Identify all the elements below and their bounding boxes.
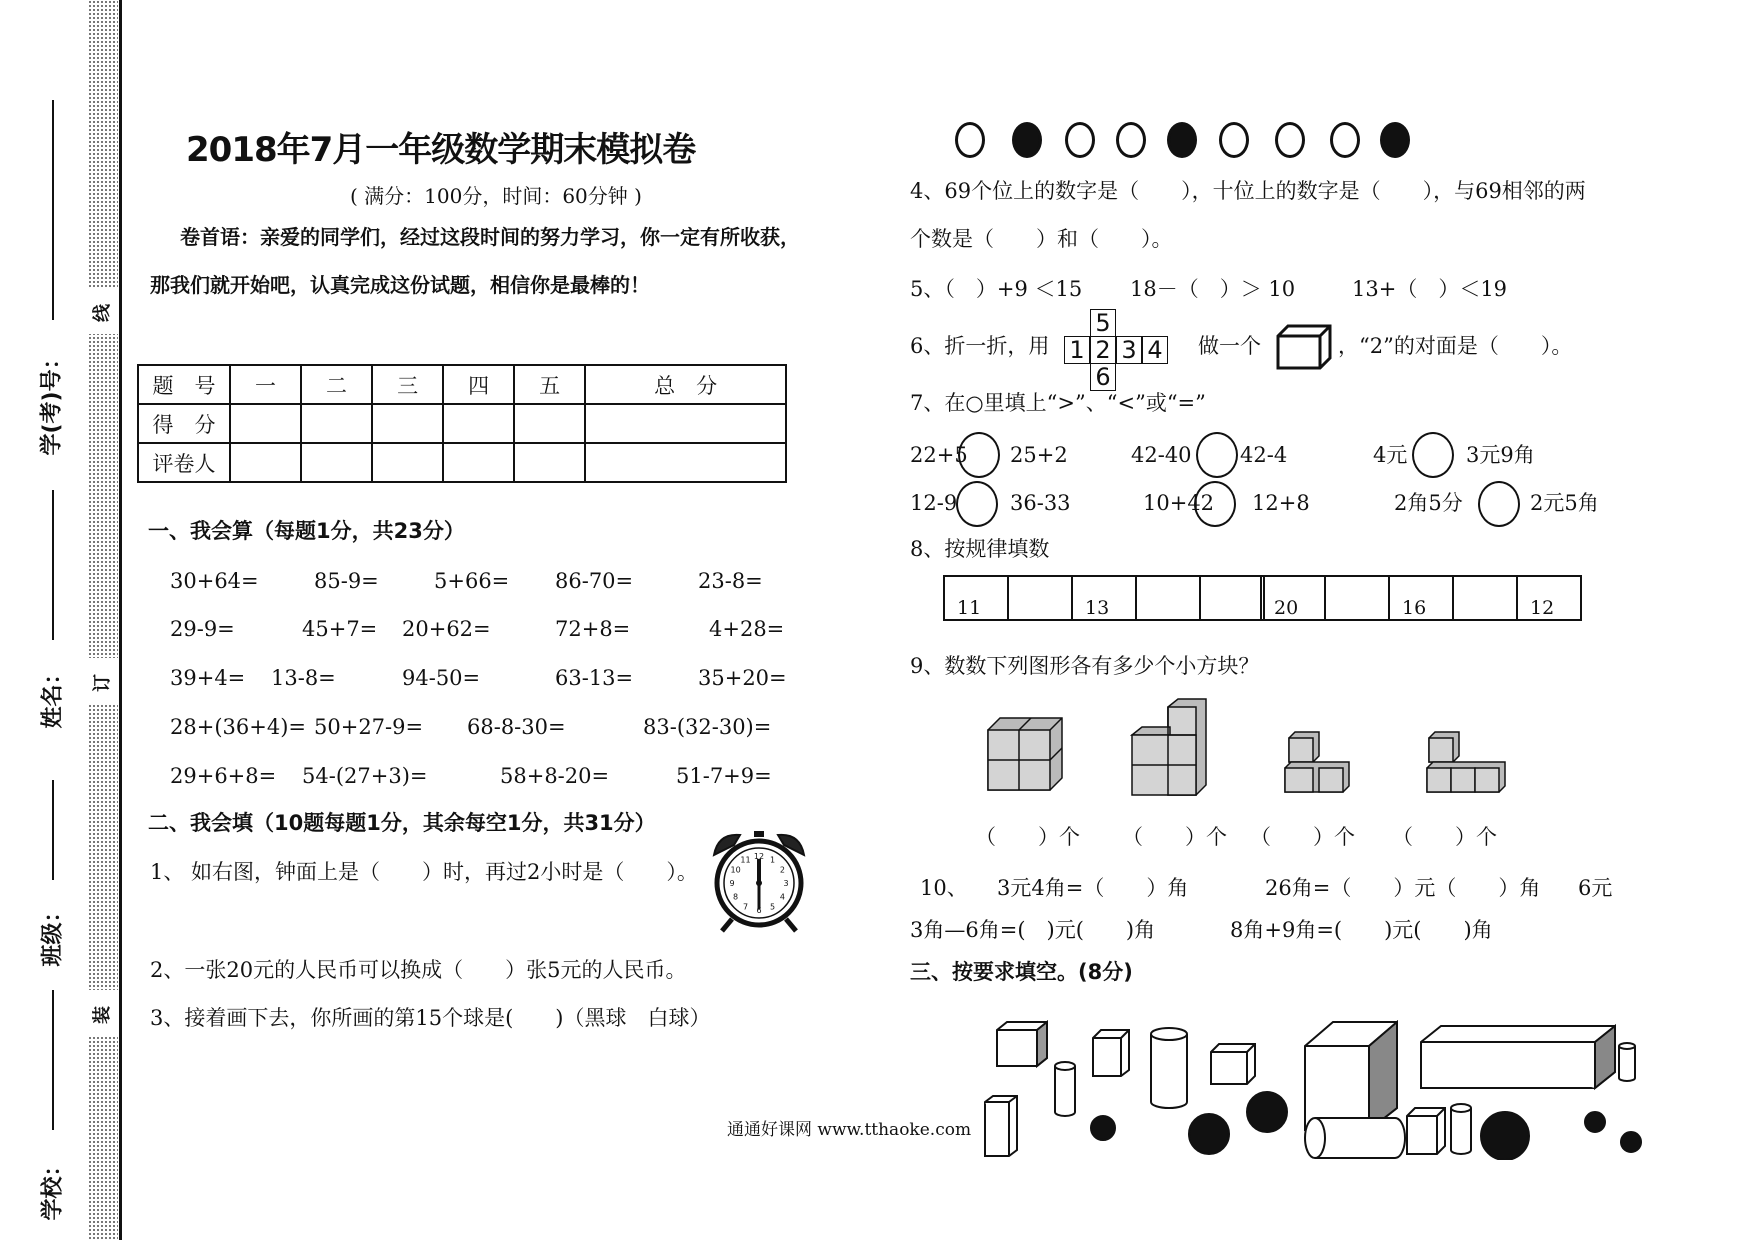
compare-left: 12-9: [910, 491, 958, 515]
clock-number: 2: [779, 865, 785, 875]
seq-cell[interactable]: 20: [1261, 576, 1325, 620]
question-4-line2: 个数是（ ）和（ ）。: [910, 227, 1173, 251]
compare-circle[interactable]: [1478, 481, 1520, 527]
binding-mark-ding: 订: [92, 674, 113, 692]
seq-cell[interactable]: 11: [944, 576, 1008, 620]
clock-number: 9: [729, 879, 735, 888]
net-cell: 4: [1142, 336, 1168, 364]
section2-title: 二、我会填（10题每题1分，其余每空1分，共31分）: [148, 811, 656, 835]
clock-number: 7: [742, 902, 749, 912]
calc-item[interactable]: 94-50=: [402, 666, 481, 690]
question-3: 3、接着画下去，你所画的第15个球是( )（黑球 白球）: [150, 1006, 711, 1030]
score-header-cell: 三: [372, 365, 443, 404]
clock-number: 11: [740, 855, 751, 865]
section3-title: 三、按要求填空。(8分): [910, 960, 1133, 984]
compare-left: 42-40: [1131, 443, 1192, 467]
count-blank-3[interactable]: （ ）个: [1250, 825, 1355, 849]
question-10-c: 6元: [1578, 876, 1613, 900]
intro-line-1: 卷首语：亲爱的同学们，经过这段时间的努力学习，你一定有所收获，: [180, 225, 800, 249]
name-label: 姓名：: [40, 662, 66, 729]
clock-number: 10: [730, 865, 741, 875]
compare-right: 12+8: [1252, 491, 1310, 515]
question-6-suffix: ，“2”的对面是（ ）。: [1338, 334, 1573, 358]
grader-cell[interactable]: [230, 443, 301, 482]
clock-number: 3: [783, 879, 789, 888]
question-1: 1、 如右图，钟面上是（ ）时，再过2小时是（ ）。: [150, 860, 698, 884]
grader-cell[interactable]: [372, 443, 443, 482]
pattern-sequence-1: [943, 575, 1265, 621]
compare-left: 10+42: [1143, 491, 1215, 515]
grader-cell[interactable]: [443, 443, 514, 482]
count-blank-4[interactable]: （ ）个: [1392, 825, 1497, 849]
binding-strip-dots: [88, 0, 118, 1240]
calc-item[interactable]: 35+20=: [698, 666, 787, 690]
binding-mark-xian: 线: [92, 304, 113, 322]
calc-item[interactable]: 45+7=: [302, 617, 378, 641]
clock-number: 4: [779, 892, 785, 902]
page-subtitle: ( 满分：100分，时间：60分钟 ): [350, 184, 642, 208]
question-4-line1: 4、69个位上的数字是（ ），十位上的数字是（ ），与69相邻的两: [910, 179, 1586, 203]
page-title: 2018年7月一年级数学期末模拟卷: [186, 130, 696, 170]
ball-white: [1275, 122, 1305, 158]
ball-white: [1219, 122, 1249, 158]
score-cell[interactable]: [443, 404, 514, 443]
net-cell-top: 5: [1090, 309, 1116, 337]
name-field-line[interactable]: [52, 490, 54, 640]
class-label: 班级：: [40, 900, 66, 967]
question-6-middle: 做一个: [1198, 334, 1261, 358]
question-5a: 5、（ ）+9 ＜15: [910, 277, 1083, 301]
score-row-label: 得 分: [138, 404, 230, 443]
cube-stack-figure-4: [1425, 730, 1509, 796]
clock-number: 12: [753, 852, 765, 861]
score-cell[interactable]: [514, 404, 585, 443]
watermark: 通通好课网 www.tthaoke.com: [727, 1120, 972, 1140]
calc-item[interactable]: 5+66=: [434, 569, 510, 593]
compare-circle[interactable]: [956, 481, 998, 527]
net-cell-bottom: 6: [1090, 363, 1116, 391]
question-7: 7、在○里填上“>”、“<”或“=”: [910, 391, 1206, 415]
cube-stack-figure-2: [1130, 697, 1210, 801]
seq-cell[interactable]: 12: [1517, 576, 1581, 620]
seq-cell[interactable]: [1200, 576, 1264, 620]
compare-circle[interactable]: [1194, 481, 1236, 527]
count-blank-1[interactable]: （ ）个: [975, 825, 1080, 849]
seq-cell[interactable]: 16: [1389, 576, 1453, 620]
compare-right: 25+2: [1010, 443, 1068, 467]
net-cell: 3: [1116, 336, 1142, 364]
score-header-cell: 二: [301, 365, 372, 404]
cube-stack-figure-1: [986, 716, 1066, 794]
cube-icon: [1276, 324, 1332, 370]
calc-item[interactable]: 28+(36+4)=: [170, 715, 306, 739]
clock-number: 1: [769, 855, 776, 865]
calc-item[interactable]: 86-70=: [555, 569, 634, 593]
calc-item[interactable]: 50+27-9=: [314, 715, 424, 739]
seq-cell[interactable]: [1008, 576, 1072, 620]
calc-item[interactable]: 29-9=: [170, 617, 235, 641]
compare-circle[interactable]: [1196, 432, 1238, 478]
alarm-clock-icon: [704, 825, 814, 935]
score-cell[interactable]: [372, 404, 443, 443]
calc-item[interactable]: 30+64=: [170, 569, 259, 593]
question-10-d: 3角—6角=( )元( )角: [910, 918, 1156, 942]
calc-item[interactable]: 51-7+9=: [676, 764, 772, 788]
question-10-b: 26角=（ ）元（ ）角: [1265, 876, 1541, 900]
pattern-sequence-2: [1260, 575, 1582, 621]
calc-item[interactable]: 13-8=: [271, 666, 336, 690]
score-cell[interactable]: [301, 404, 372, 443]
net-cell: 2: [1090, 336, 1116, 364]
ball-white: [1330, 122, 1360, 158]
calc-item[interactable]: 20+62=: [402, 617, 491, 641]
ball-black: [1380, 122, 1410, 158]
score-header-cell: 总 分: [585, 365, 786, 404]
grader-cell[interactable]: [301, 443, 372, 482]
calc-item[interactable]: 72+8=: [555, 617, 631, 641]
ball-white: [1065, 122, 1095, 158]
compare-left: 4元: [1373, 443, 1408, 467]
ball-white: [1116, 122, 1146, 158]
seq-cell[interactable]: 13: [1072, 576, 1136, 620]
school-field-line[interactable]: [52, 990, 54, 1130]
calc-item[interactable]: 4+28=: [709, 617, 785, 641]
score-row-label: 评卷人: [138, 443, 230, 482]
id-field-line[interactable]: [52, 100, 54, 320]
net-cell: 1: [1064, 336, 1090, 364]
grader-cell[interactable]: [514, 443, 585, 482]
seq-cell[interactable]: [1453, 576, 1517, 620]
id-label: 学(考)号：: [39, 347, 65, 456]
calc-item[interactable]: 68-8-30=: [467, 715, 566, 739]
question-10-a: 3元4角=（ ）角: [997, 876, 1189, 900]
question-5c: 13+（ ）＜19: [1352, 277, 1508, 301]
compare-left: 2角5分: [1394, 491, 1463, 515]
seq-cell[interactable]: [1136, 576, 1200, 620]
clock-number: 8: [733, 892, 739, 902]
score-header-cell: 五: [514, 365, 585, 404]
calc-item[interactable]: 85-9=: [314, 569, 379, 593]
ball-black: [1012, 122, 1042, 158]
compare-right: 36-33: [1010, 491, 1071, 515]
compare-right: 2元5角: [1530, 491, 1599, 515]
score-header-cell: 一: [230, 365, 301, 404]
clock-number: 5: [769, 902, 776, 912]
ball-white: [955, 122, 985, 158]
compare-circle[interactable]: [1412, 432, 1454, 478]
question-10-e: 8角+9角=( )元( )角: [1230, 918, 1493, 942]
compare-left: 22+5: [910, 443, 968, 467]
calc-item[interactable]: 83-(32-30)=: [643, 715, 772, 739]
compare-circle[interactable]: [958, 432, 1000, 478]
clock-number: 6: [756, 906, 762, 915]
cube-stack-figure-3: [1283, 730, 1353, 796]
calc-item[interactable]: 63-13=: [555, 666, 634, 690]
class-field-line[interactable]: [52, 780, 54, 880]
binding-mark-zhuang: 装: [92, 1006, 113, 1024]
solid-shapes-figure: [975, 1020, 1655, 1160]
seq-cell[interactable]: [1325, 576, 1389, 620]
question-8: 8、按规律填数: [910, 537, 1050, 561]
score-header-cell: 四: [443, 365, 514, 404]
calc-item[interactable]: 29+6+8=: [170, 764, 277, 788]
score-table: [137, 364, 787, 483]
calc-item[interactable]: 58+8-20=: [500, 764, 610, 788]
calc-item[interactable]: 54-(27+3)=: [302, 764, 428, 788]
count-blank-2[interactable]: （ ）个: [1122, 825, 1227, 849]
binding-strip-line: [119, 0, 122, 1240]
score-cell[interactable]: [230, 404, 301, 443]
score-cell[interactable]: [585, 404, 786, 443]
question-5b: 18－（ ）＞ 10: [1130, 277, 1296, 301]
grader-cell[interactable]: [585, 443, 786, 482]
compare-right: 3元9角: [1466, 443, 1535, 467]
intro-line-2: 那我们就开始吧，认真完成这份试题，相信你是最棒的！: [150, 273, 650, 297]
score-header-cell: 题 号: [138, 365, 230, 404]
school-label: 学校：: [40, 1154, 66, 1221]
question-2: 2、一张20元的人民币可以换成（ ）张5元的人民币。: [150, 958, 687, 982]
question-9: 9、数数下列图形各有多少个小方块？: [910, 654, 1260, 678]
ball-black: [1167, 122, 1197, 158]
compare-right: 42-4: [1240, 443, 1288, 467]
calc-item[interactable]: 23-8=: [698, 569, 763, 593]
question-6-prefix: 6、折一折，用: [910, 334, 1050, 358]
calc-item[interactable]: 39+4=: [170, 666, 246, 690]
cube-net: [1064, 309, 1172, 392]
section1-title: 一、我会算（每题1分，共23分）: [148, 519, 465, 543]
question-10-number: 10、: [920, 876, 968, 900]
